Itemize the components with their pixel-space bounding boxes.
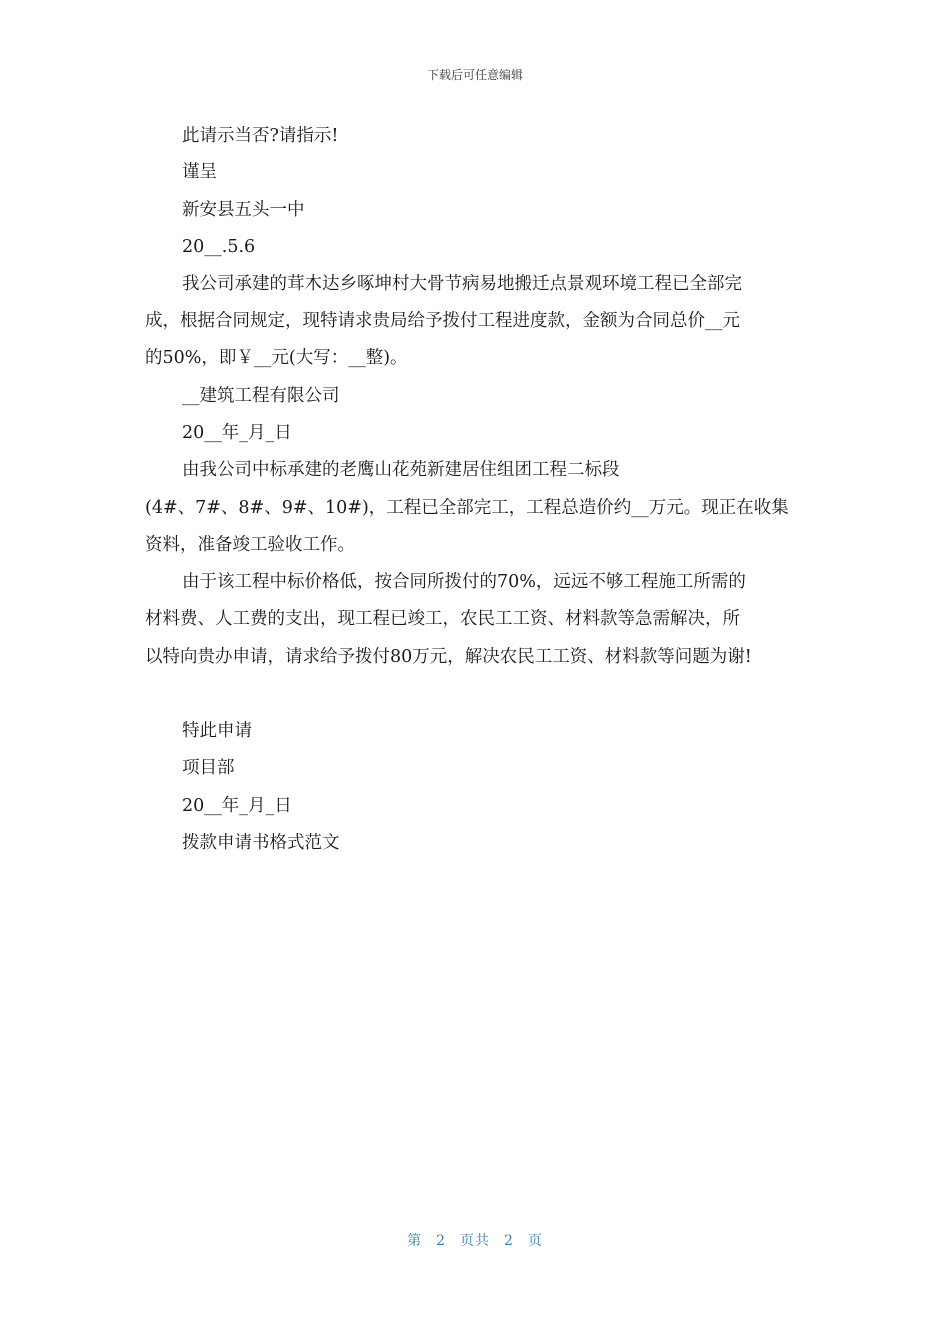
page-number-footer — [0, 1230, 950, 1250]
date-line: 20__年_月_日 — [182, 423, 292, 443]
paragraph-line: (4#、7#、8#、9#、10#)，工程已全部完工，工程总造价约__万元。现正在收集 — [145, 498, 789, 518]
paragraph-line: 我公司承建的茸木达乡啄坤村大骨节病易地搬迁点景观环境工程已全部完 — [182, 274, 742, 294]
paragraph-line: 由我公司中标承建的老鹰山花苑新建居住组团工程二标段 — [182, 460, 620, 480]
respectfully-submitted-line: 谨呈 — [182, 162, 217, 182]
paragraph-line: 材料费、人工费的支出，现工程已竣工，农民工工资、材料款等急需解决，所 — [145, 609, 740, 629]
total-pages-number: 2 — [504, 1233, 514, 1249]
current-page-number: 2 — [436, 1233, 446, 1249]
company-signature-line: __建筑工程有限公司 — [182, 386, 340, 406]
paragraph-line: 资料，准备竣工验收工作。 — [145, 535, 355, 555]
project-dept-signature-line: 项目部 — [182, 758, 235, 778]
paragraph-line: 以特向贵办申请，请求给予拨付80万元，解决农民工工资、材料款等问题为谢! — [145, 647, 752, 667]
page-label-prefix: 第 — [407, 1233, 423, 1249]
application-closing-line: 特此申请 — [182, 721, 252, 741]
section-title-line: 拨款申请书格式范文 — [182, 833, 340, 853]
date-line: 20__年_月_日 — [182, 796, 292, 816]
page-label-middle: 页共 — [460, 1233, 490, 1249]
closing-request-line: 此请示当否?请指示! — [182, 126, 339, 146]
paragraph-line: 成，根据合同规定，现特请求贵局给予拨付工程进度款，金额为合同总价__元 — [145, 311, 740, 331]
paragraph-line: 的50%，即￥__元(大写：__整)。 — [145, 348, 408, 368]
page-label-suffix: 页 — [527, 1233, 543, 1249]
paragraph-line: 由于该工程中标价格低，按合同所拨付的70%，远远不够工程施工所需的 — [182, 572, 746, 592]
date-line: 20__.5.6 — [182, 237, 256, 257]
page-header: 下载后可任意编辑 — [426, 68, 523, 82]
sender-school-line: 新安县五头一中 — [182, 200, 305, 220]
